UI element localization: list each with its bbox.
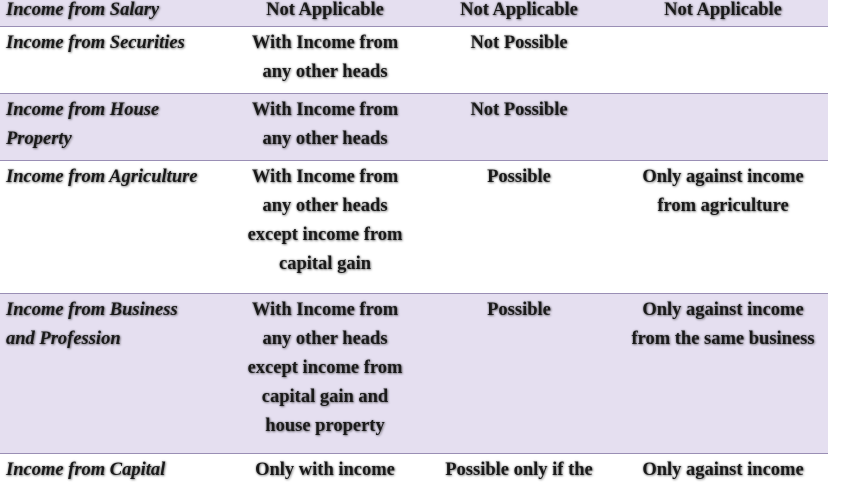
income-head-cell: Income from Salary (0, 0, 230, 27)
setoff-against-cell: Only against income from the same business (618, 294, 828, 454)
carry-forward-cell: Possible only if the (420, 454, 618, 482)
table-row (0, 161, 828, 294)
income-head-cell: Income from Capital (0, 454, 230, 482)
inter-head-setoff-cell: Not Applicable (230, 0, 420, 27)
setoff-against-cell: Not Applicable (618, 0, 828, 27)
setoff-against-cell: Only against income (618, 454, 828, 482)
table-row (0, 0, 828, 27)
inter-head-setoff-cell: With Income from any other heads except income from capital gain and house property (230, 294, 420, 454)
setoff-against-cell (618, 27, 828, 94)
setoff-against-cell: Only against income from agriculture (618, 161, 828, 294)
inter-head-setoff-cell: Only with income (230, 454, 420, 482)
inter-head-setoff-cell: With Income from any other heads except income from capital gain (230, 161, 420, 294)
inter-head-setoff-cell: With Income from any other heads (230, 94, 420, 161)
carry-forward-cell: Not Applicable (420, 0, 618, 27)
table-row (0, 294, 828, 454)
table-row (0, 27, 828, 94)
income-head-cell: Income from Agriculture (0, 161, 230, 294)
carry-forward-cell: Not Possible (420, 94, 618, 161)
table-row (0, 94, 828, 161)
inter-head-setoff-cell: With Income from any other heads (230, 27, 420, 94)
setoff-against-cell (618, 94, 828, 161)
carry-forward-cell: Possible (420, 294, 618, 454)
table-row (0, 454, 828, 482)
income-head-cell: Income from House Property (0, 94, 230, 161)
income-head-cell: Income from Securities (0, 27, 230, 94)
carry-forward-cell: Not Possible (420, 27, 618, 94)
income-head-cell: Income from Business and Profession (0, 294, 230, 454)
carry-forward-cell: Possible (420, 161, 618, 294)
